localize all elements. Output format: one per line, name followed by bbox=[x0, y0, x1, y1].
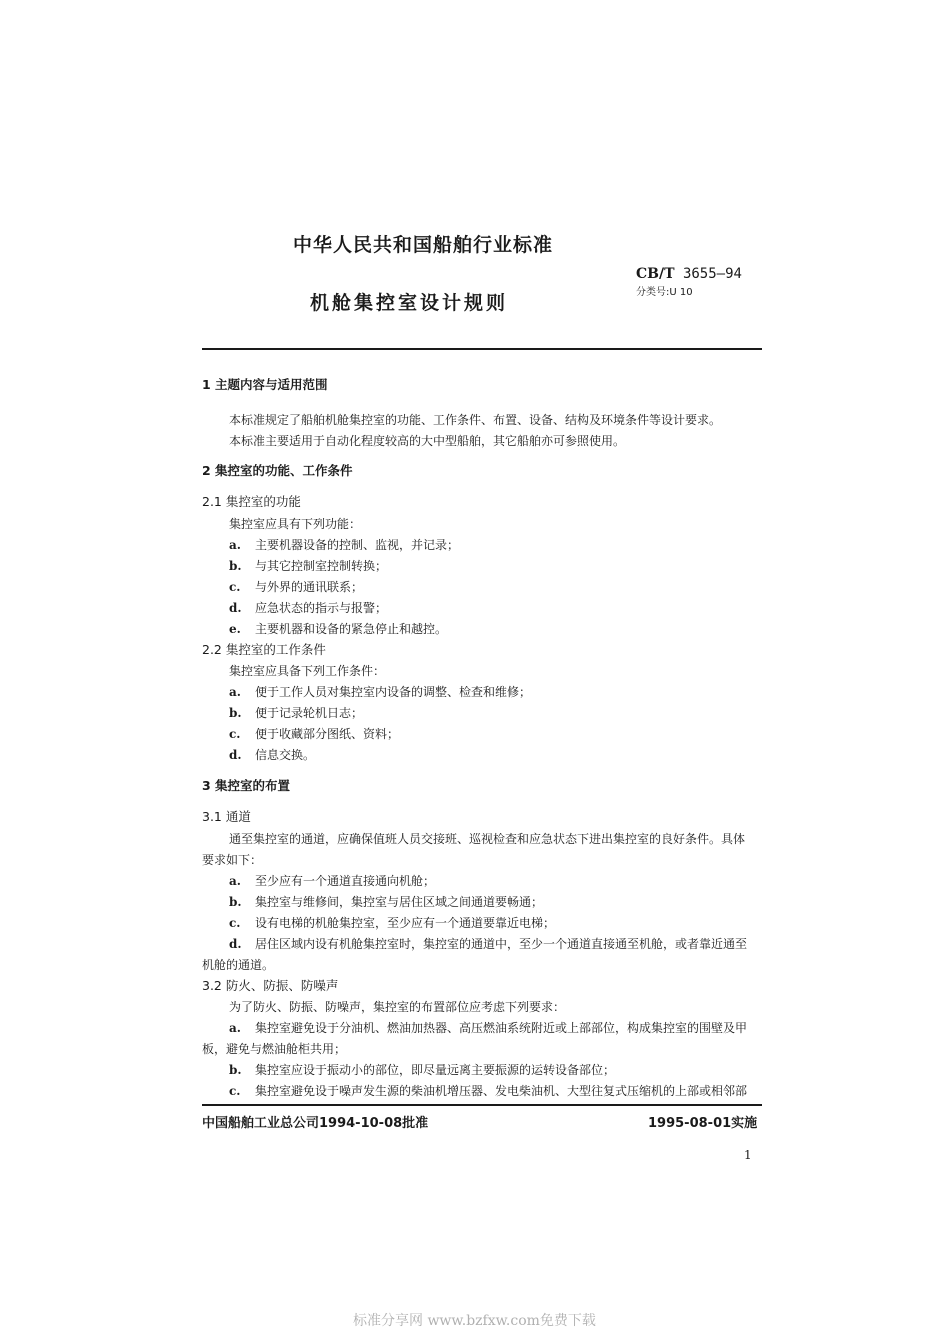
section-heading: 1 主题内容与适用范围 bbox=[202, 377, 328, 392]
watermark-text: 标准分享网 www.bzfxw.com免费下载 bbox=[353, 1313, 596, 1329]
paragraph-line: 机舱的通道。 bbox=[202, 958, 275, 972]
section-heading: 3.1 通道 bbox=[202, 809, 251, 824]
list-item-letter: b. bbox=[229, 1063, 242, 1077]
list-item-letter: d. bbox=[229, 937, 242, 951]
list-item bbox=[229, 873, 435, 889]
list-item-letter: a. bbox=[229, 874, 241, 888]
list-item-letter: b. bbox=[229, 559, 242, 573]
standard-code-prefix: CB/T bbox=[636, 266, 675, 282]
list-item-letter: c. bbox=[229, 580, 241, 594]
list-item bbox=[229, 558, 387, 574]
list-item bbox=[229, 600, 387, 616]
page-number: 1 bbox=[744, 1148, 752, 1162]
list-item-letter: c. bbox=[229, 1084, 241, 1098]
approval-line: 中国船舶工业总公司1994-10-08批准 bbox=[202, 1116, 429, 1131]
standard-code-number: 3655—94 bbox=[674, 266, 742, 282]
list-item-text: 便于记录轮机日志； bbox=[255, 706, 364, 720]
list-item-text: 与其它控制室控制转换； bbox=[255, 559, 388, 573]
list-item-text: 便于收藏部分图纸、资料； bbox=[255, 727, 400, 741]
list-item bbox=[229, 936, 747, 952]
paragraph-line: 本标准主要适用于自动化程度较高的大中型船舶，其它船舶亦可参照使用。 bbox=[229, 434, 626, 448]
list-item bbox=[229, 894, 543, 910]
list-item bbox=[229, 1062, 615, 1078]
paragraph-line: 集控室应具备下列工作条件： bbox=[229, 664, 386, 678]
list-item-letter: d. bbox=[229, 601, 242, 615]
standard-title: 中华人民共和国船舶行业标准 bbox=[293, 234, 554, 256]
section-heading: 2.2 集控室的工作条件 bbox=[202, 642, 326, 657]
list-item-text: 应急状态的指示与报警； bbox=[255, 601, 388, 615]
list-item bbox=[229, 1020, 747, 1036]
list-item-text: 与外界的通讯联系； bbox=[255, 580, 364, 594]
list-item-text: 信息交换。 bbox=[255, 748, 316, 762]
list-item-text: 至少应有一个通道直接通向机舱； bbox=[255, 874, 436, 888]
section-heading: 2 集控室的功能、工作条件 bbox=[202, 463, 353, 478]
list-item bbox=[229, 579, 363, 595]
list-item-letter: d. bbox=[229, 748, 242, 762]
paragraph-line: 板，避免与燃油舱柜共用； bbox=[202, 1042, 347, 1056]
list-item-letter: e. bbox=[229, 622, 241, 636]
paragraph-line: 集控室应具有下列功能： bbox=[229, 517, 362, 531]
list-item-letter: a. bbox=[229, 1021, 241, 1035]
paragraph-line: 通至集控室的通道，应确保值班人员交接班、巡视检查和应急状态下进出集控室的良好条件。具体 bbox=[229, 832, 746, 846]
list-item bbox=[229, 726, 399, 742]
classification-number: 分类号:U 10 bbox=[636, 287, 693, 298]
list-item-text: 设有电梯的机舱集控室，至少应有一个通道要靠近电梯； bbox=[255, 916, 556, 930]
list-item bbox=[229, 684, 531, 700]
footer-divider bbox=[202, 1104, 762, 1106]
list-item bbox=[229, 1083, 747, 1099]
list-item bbox=[229, 747, 315, 763]
document-title: 机舱集控室设计规则 bbox=[310, 292, 509, 314]
paragraph-line: 本标准规定了船舶机舱集控室的功能、工作条件、布置、设备、结构及环境条件等设计要求。 bbox=[229, 413, 722, 427]
list-item-text: 主要机器和设备的紧急停止和越控。 bbox=[255, 622, 448, 636]
list-item-text: 集控室与维修间，集控室与居住区域之间通道要畅通； bbox=[255, 895, 544, 909]
list-item-text: 主要机器设备的控制、监视，并记录； bbox=[255, 538, 460, 552]
section-heading: 3 集控室的布置 bbox=[202, 778, 291, 793]
header-divider bbox=[202, 348, 762, 350]
list-item-letter: b. bbox=[229, 895, 242, 909]
list-item-letter: b. bbox=[229, 706, 242, 720]
list-item-letter: a. bbox=[229, 538, 241, 552]
section-heading: 3.2 防火、防振、防噪声 bbox=[202, 978, 339, 993]
list-item bbox=[229, 537, 459, 553]
standard-code bbox=[636, 266, 742, 282]
implementation-date: 1995-08-01实施 bbox=[648, 1116, 758, 1131]
section-heading: 2.1 集控室的功能 bbox=[202, 494, 301, 509]
list-item-letter: c. bbox=[229, 727, 241, 741]
list-item-text: 集控室避免设于分油机、燃油加热器、高压燃油系统附近或上部部位，构成集控室的围壁及甲 bbox=[255, 1021, 748, 1035]
list-item-text: 集控室避免设于噪声发生源的柴油机增压器、发电柴油机、大型往复式压缩机的上部或相邻部 bbox=[255, 1084, 748, 1098]
list-item-letter: c. bbox=[229, 916, 241, 930]
list-item-text: 居住区域内设有机舱集控室时，集控室的通道中，至少一个通道直接通至机舱，或者靠近通至 bbox=[255, 937, 748, 951]
list-item bbox=[229, 705, 363, 721]
list-item-letter: a. bbox=[229, 685, 241, 699]
list-item-text: 集控室应设于振动小的部位，即尽量远离主要振源的运转设备部位； bbox=[255, 1063, 616, 1077]
paragraph-line: 要求如下： bbox=[202, 853, 263, 867]
list-item bbox=[229, 621, 447, 637]
paragraph-line: 为了防火、防振、防噪声，集控室的布置部位应考虑下列要求： bbox=[229, 1000, 566, 1014]
list-item bbox=[229, 915, 555, 931]
list-item-text: 便于工作人员对集控室内设备的调整、检查和维修； bbox=[255, 685, 532, 699]
